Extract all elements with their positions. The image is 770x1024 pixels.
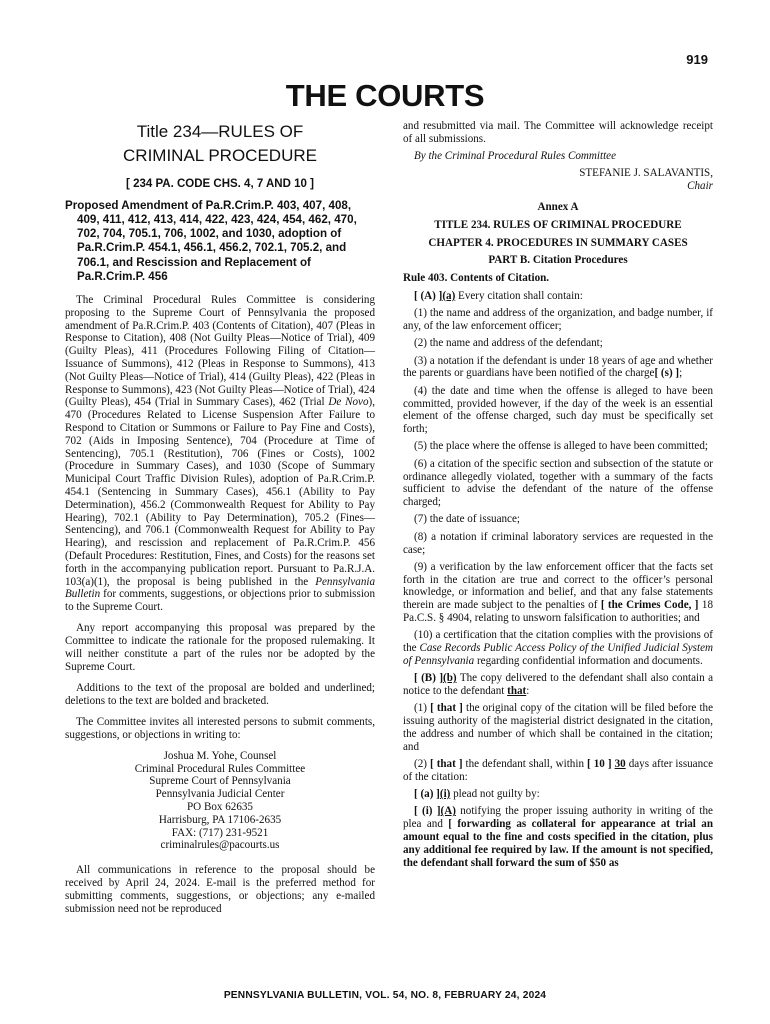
de-novo-text: De Novo xyxy=(328,396,369,409)
deleted-text: [ 10 ] xyxy=(587,757,612,770)
address-line: Harrisburg, PA 17106-2635 xyxy=(158,813,282,826)
added-text: that xyxy=(507,684,527,697)
item-text: the defendant shall, within xyxy=(462,757,588,770)
signer-name: STEFANIE J. SALAVANTIS, xyxy=(579,167,713,180)
item-text: (10) a certification that the citation complies with the provisions of the xyxy=(403,629,713,655)
address-line: PO Box 62635 xyxy=(187,801,253,813)
item-text: 18 Pa.C.S. § 4904, relating to unsworn falsification to authorities; and xyxy=(403,599,713,624)
item-text: plead not guilty by: xyxy=(450,788,540,801)
list-item xyxy=(403,561,713,625)
title-234-heading: TITLE 234. RULES OF CRIMINAL PROCEDURE xyxy=(434,218,682,231)
address-line: Joshua M. Yohe, Counsel xyxy=(163,749,277,762)
continued-paragraph: and resubmitted via mail. The Committee will acknowledge receipt of all submissions. xyxy=(403,120,713,145)
intro-text-a: The Criminal Procedural Rules Committee is considering proposing to the Supreme Court of Pennsylvania the proposed amendment of Pa.R.Crim.P. 403 (Contents of Citation), 407 (Pleas in Response to Citation), 408 (Not Guilty Pleas—Notice of Trial), 409 (Guilty Pleas), 411 (Procedures Following Filing of Citation—Issuance of Summons), 412 (Pleas in Response to Summons), 413 (Not Guilty Pleas—Notice of Trial), 414 (Guilty Pleas), 422 (Pleas in Response to Summons), 423 (Not Guilty Pleas—Notice of Trial), 424 (Guilty Pleas), 454 (Trial in Summary Cases), 462 (Trial xyxy=(65,294,375,409)
deleted-text: [ that ] xyxy=(429,757,463,770)
deleted-text: [ (s) ] xyxy=(654,367,680,380)
list-item: (1) the name and address of the organization, and badge number, if any, of the law enforcement officer; xyxy=(403,307,713,333)
item-text: (3) a notation if the defendant is under 18 years of age and whether the parents or guardians have been notified of the charge xyxy=(403,354,713,380)
proposal-heading: Proposed Amendment of Pa.R.Crim.P. 403, 407, 408, 409, 411, 412, 413, 414, 422, 423, 424, 454, 462, 470, 702, 704, 705.1, 706, 1002, and 1030, adoption of Pa.R.Crim.P. 454.1, 456.1, 456.2, 702.1, 705.2, and 706.1, and Rescission and Replacement of Pa.R.Crim.P. 456 xyxy=(65,198,357,283)
address-line: Pennsylvania Judicial Center xyxy=(155,788,285,801)
left-column xyxy=(65,120,375,924)
rule-para-a xyxy=(403,290,713,303)
communications-paragraph: All communications in reference to the proposal should be received by April 24, 2024. E-mail is the preferred method for submitting comments, suggestions, or objections; any e-mailed submission need not be reproduced xyxy=(65,864,375,915)
chapter-heading: CHAPTER 4. PROCEDURES IN SUMMARY CASES xyxy=(428,236,688,249)
item-text: (9) a verification by the law enforcement officer that the facts set forth in the citation are true and correct to the officer’s personal knowledge, or information and belief, and that any false statements therein are made subject to the penalties of xyxy=(403,560,713,612)
annex-headings xyxy=(403,201,713,267)
address-line: Supreme Court of Pennsylvania xyxy=(149,775,291,788)
list-item xyxy=(403,758,713,784)
added-text: (i) xyxy=(439,788,451,801)
policy-title: Case Records Public Access Policy of the Unified Judicial System of Pennsylvania xyxy=(403,642,714,667)
added-text: (b) xyxy=(443,672,457,685)
item-text: regarding confidential information and documents. xyxy=(474,654,703,667)
list-item xyxy=(403,629,713,667)
page-number: 919 xyxy=(686,52,708,67)
title-line-2: CRIMINAL PROCEDURE xyxy=(123,146,317,165)
added-text: (a) xyxy=(442,289,456,302)
signer-title: Chair xyxy=(687,180,713,193)
part-heading: PART B. Citation Procedures xyxy=(488,254,628,267)
address-line: FAX: (717) 231-9521 xyxy=(171,826,269,839)
deleted-text: [ that ] xyxy=(430,702,463,715)
list-item: (2) the name and address of the defendant; xyxy=(414,337,603,350)
list-item: (5) the place where the offense is alleged to have been committed; xyxy=(414,440,708,453)
deleted-text: [ (B) ] xyxy=(414,672,444,685)
deleted-text: [ (A) ] xyxy=(414,289,443,302)
address-line: Criminal Procedural Rules Committee xyxy=(134,762,306,775)
item-text: the original copy of the citation will be filed before the issuing authority of the magisterial district designated in the citation, the address and number of which shall be contained in the citation; and xyxy=(403,702,713,753)
intro-paragraph xyxy=(65,294,375,614)
list-item: (7) the date of issuance; xyxy=(414,513,520,526)
email-address[interactable]: criminalrules@pacourts.us xyxy=(160,839,280,852)
committee-byline: By the Criminal Procedural Rules Committee xyxy=(414,150,617,163)
bulletin-name: Pennsylvania Bulletin xyxy=(65,575,375,601)
deleted-text: [ (a) ] xyxy=(414,788,440,801)
title-line-1: Title 234—RULES OF xyxy=(136,122,304,141)
item-text: days after issuance of the citation: xyxy=(403,757,714,783)
code-citation: [ 234 PA. CODE CHS. 4, 7 AND 10 ] xyxy=(126,178,314,190)
list-item xyxy=(403,355,713,381)
rule-text: : xyxy=(526,684,530,697)
item-text: notifying the proper issuing authority in writing of the plea and xyxy=(403,805,713,831)
list-item: (6) a citation of the specific section and subsection of the statute or ordinance allegedly violated, together with a summary of the facts sufficient to advise the defendant of the nature of the offense charged; xyxy=(403,457,713,509)
rule-para-b xyxy=(403,672,713,698)
rule-text: The copy delivered to the defendant shall also contain a notice to the defendant xyxy=(403,672,713,697)
added-text: (A) xyxy=(440,805,456,818)
title-heading xyxy=(65,120,375,168)
section-header: THE COURTS xyxy=(285,78,485,113)
list-item xyxy=(403,805,713,869)
contact-address xyxy=(65,750,375,852)
list-item xyxy=(403,702,713,753)
added-text: 30 xyxy=(614,757,626,770)
rule-text: Every citation shall contain: xyxy=(455,289,583,302)
intro-text-c: for comments, suggestions, or objections prior to submission to the Supreme Court. xyxy=(65,588,375,614)
list-item xyxy=(403,788,713,801)
list-item: (8) a notation if criminal laboratory services are requested in the case; xyxy=(403,530,713,556)
annex-label: Annex A xyxy=(537,200,579,213)
rule-heading: Rule 403. Contents of Citation. xyxy=(403,272,550,285)
invite-paragraph: The Committee invites all interested persons to submit comments, suggestions, or objections in writing to: xyxy=(65,716,375,742)
right-column xyxy=(403,120,713,874)
deleted-text: [ forwarding as collateral for appearance at trial an amount equal to the fine and costs specified in the citation, plus any additional fee required by law. If the amount is not specified, the defendant shall forward the sum of $50 as xyxy=(403,818,713,869)
deleted-text: [ (i) ] xyxy=(414,805,441,818)
page-footer: PENNSYLVANIA BULLETIN, VOL. 54, NO. 8, FEBRUARY 24, 2024 xyxy=(223,990,547,1001)
item-text: (2) xyxy=(414,757,430,770)
report-paragraph: Any report accompanying this proposal was prepared by the Committee to indicate the rationale for the proposed rulemaking. It will neither constitute a part of the rules nor be adopted by the Supreme Court. xyxy=(65,622,375,673)
deleted-text: [ the Crimes Code, ] xyxy=(600,599,699,612)
list-item: (4) the date and time when the offense is alleged to have been committed, provided however, if the day of the week is an essential element of the offense charged, such day must be specifically set forth; xyxy=(403,384,713,436)
additions-paragraph: Additions to the text of the proposal are bolded and underlined; deletions to the text are bolded and bracketed. xyxy=(65,682,375,707)
item-text: ; xyxy=(679,367,683,380)
item-text: (1) xyxy=(414,702,431,715)
intro-text-b: ), 470 (Procedures Related to License Suspension After Failure to Respond to Citation or Summons or Failure to Pay Fine and Costs), 702 (Aids in Imposing Sentence), 704 (Procedure at Time of Sentencing), 705.1 (Restitution), 706 (Fines or Costs), 1002 (Procedure in Summary Cases), and 1030 (Scope of Summary Municipal Court Traffic Division Rules), adoption of Pa.R.Crim.P. 454.1 (Sentencing in Summary Cases), 456.1 (Ability to Pay Determination), 456.2 (Commonwealth Request for Ability to Pay Hearing), 702.1 (Ability to Pay Determination), 705.2 (Fines—Sentencing), and 706.1 (Commonwealth Request for Ability to Pay Hearing), and rescission and replacement of Pa.R.Crim.P. 456 (Default Procedures: Restitution, Fines, and Costs) for the reasons set forth in the accompanying publication report. Pursuant to Pa.R.J.A. 103(a)(1), the proposal is being published in the xyxy=(65,396,375,588)
